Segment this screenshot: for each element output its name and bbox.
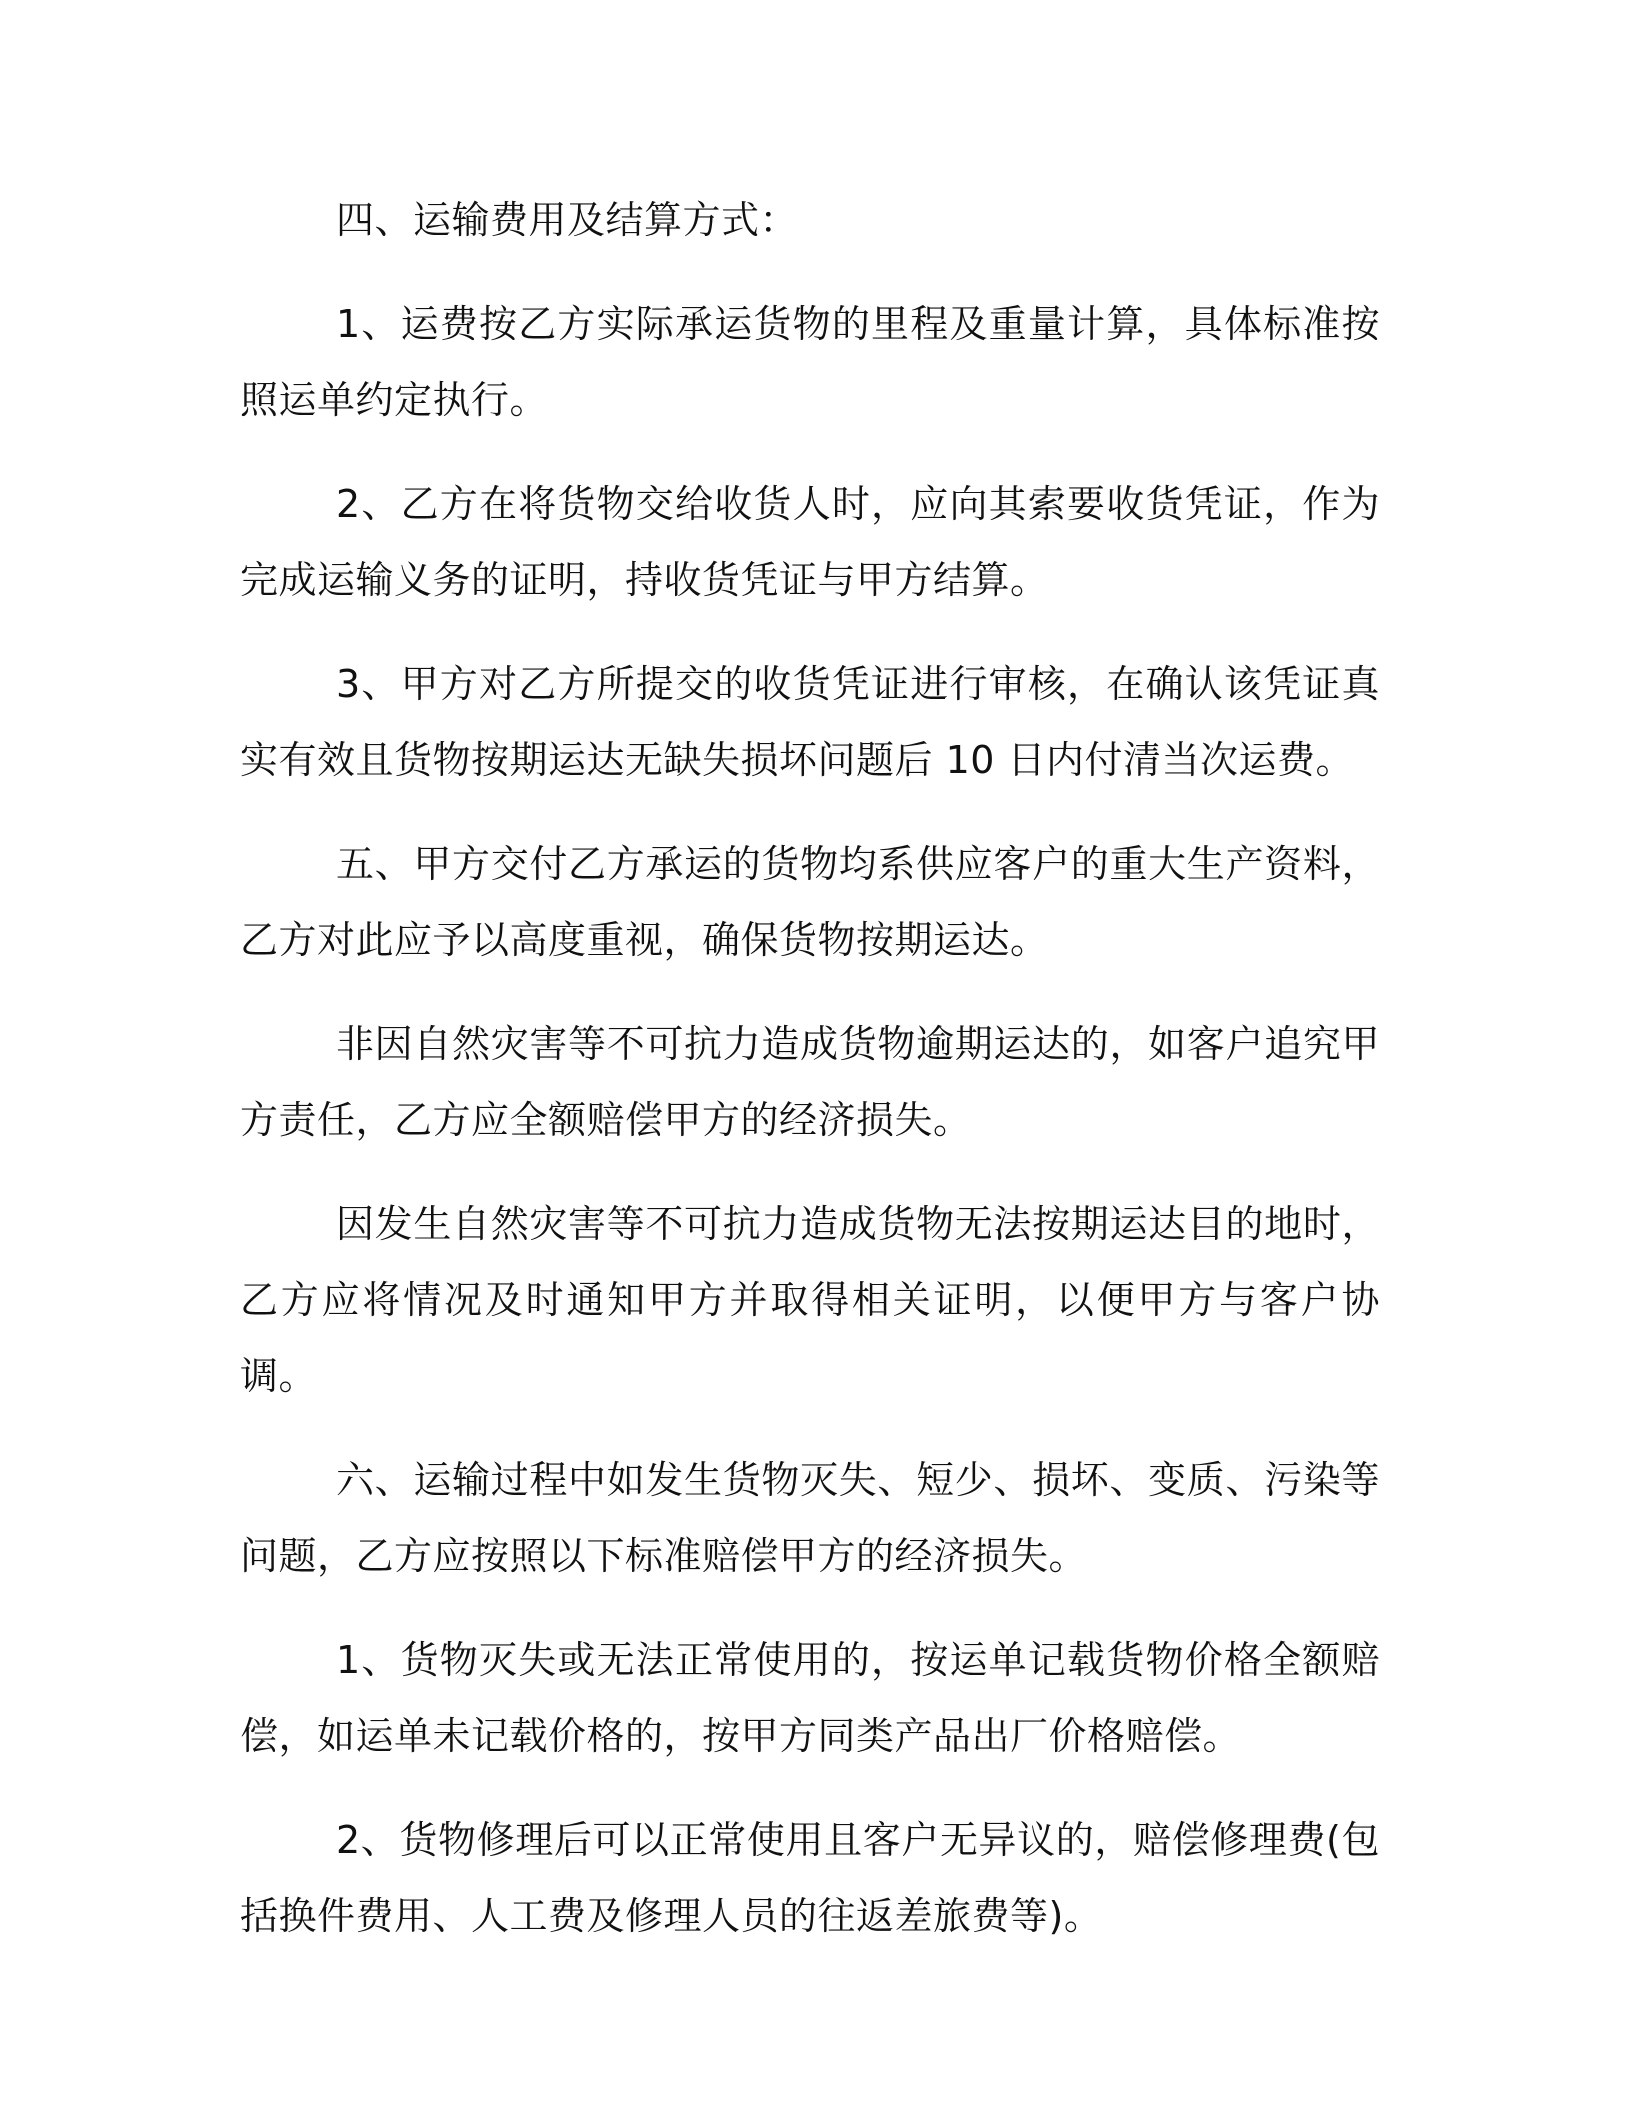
clause-5-force-majeure: 因发生自然灾害等不可抗力造成货物无法按期运达目的地时，乙方应将情况及时通知甲方并取得相关证明，以便甲方与客户协调。	[240, 1202, 1380, 1398]
clause-6-2-repair-compensation: 2、货物修理后可以正常使用且客户无异议的，赔偿修理费(包括换件费用、人工费及修理人员的往返差旅费等)。	[240, 1818, 1380, 1938]
clause-6-1-loss-compensation: 1、货物灭失或无法正常使用的，按运单记载货物价格全额赔偿，如运单未记载价格的，按甲方同类产品出厂价格赔偿。	[240, 1638, 1380, 1758]
clause-5-late-delivery-liability: 非因自然灾害等不可抗力造成货物逾期运达的，如客户追究甲方责任，乙方应全额赔偿甲方的经济损失。	[240, 1022, 1380, 1142]
clause-4-3-receipt-review: 3、甲方对乙方所提交的收货凭证进行审核，在确认该凭证真实有效且货物按期运达无缺失损坏问题后 10 日内付清当次运费。	[240, 662, 1380, 782]
section-six-damage-compensation: 六、运输过程中如发生货物灭失、短少、损坏、变质、污染等问题，乙方应按照以下标准赔偿甲方的经济损失。	[240, 1458, 1380, 1578]
section-heading-transport-fees: 四、运输费用及结算方式：	[336, 198, 799, 242]
document-body	[240, 182, 1380, 1982]
clause-4-2-delivery-receipt: 2、乙方在将货物交给收货人时，应向其索要收货凭证，作为完成运输义务的证明，持收货凭证与甲方结算。	[240, 482, 1380, 602]
clause-4-1-freight-calculation: 1、运费按乙方实际承运货物的里程及重量计算，具体标准按照运单约定执行。	[240, 302, 1380, 422]
section-five-important-materials: 五、甲方交付乙方承运的货物均系供应客户的重大生产资料，乙方对此应予以高度重视，确保货物按期运达。	[240, 842, 1380, 962]
